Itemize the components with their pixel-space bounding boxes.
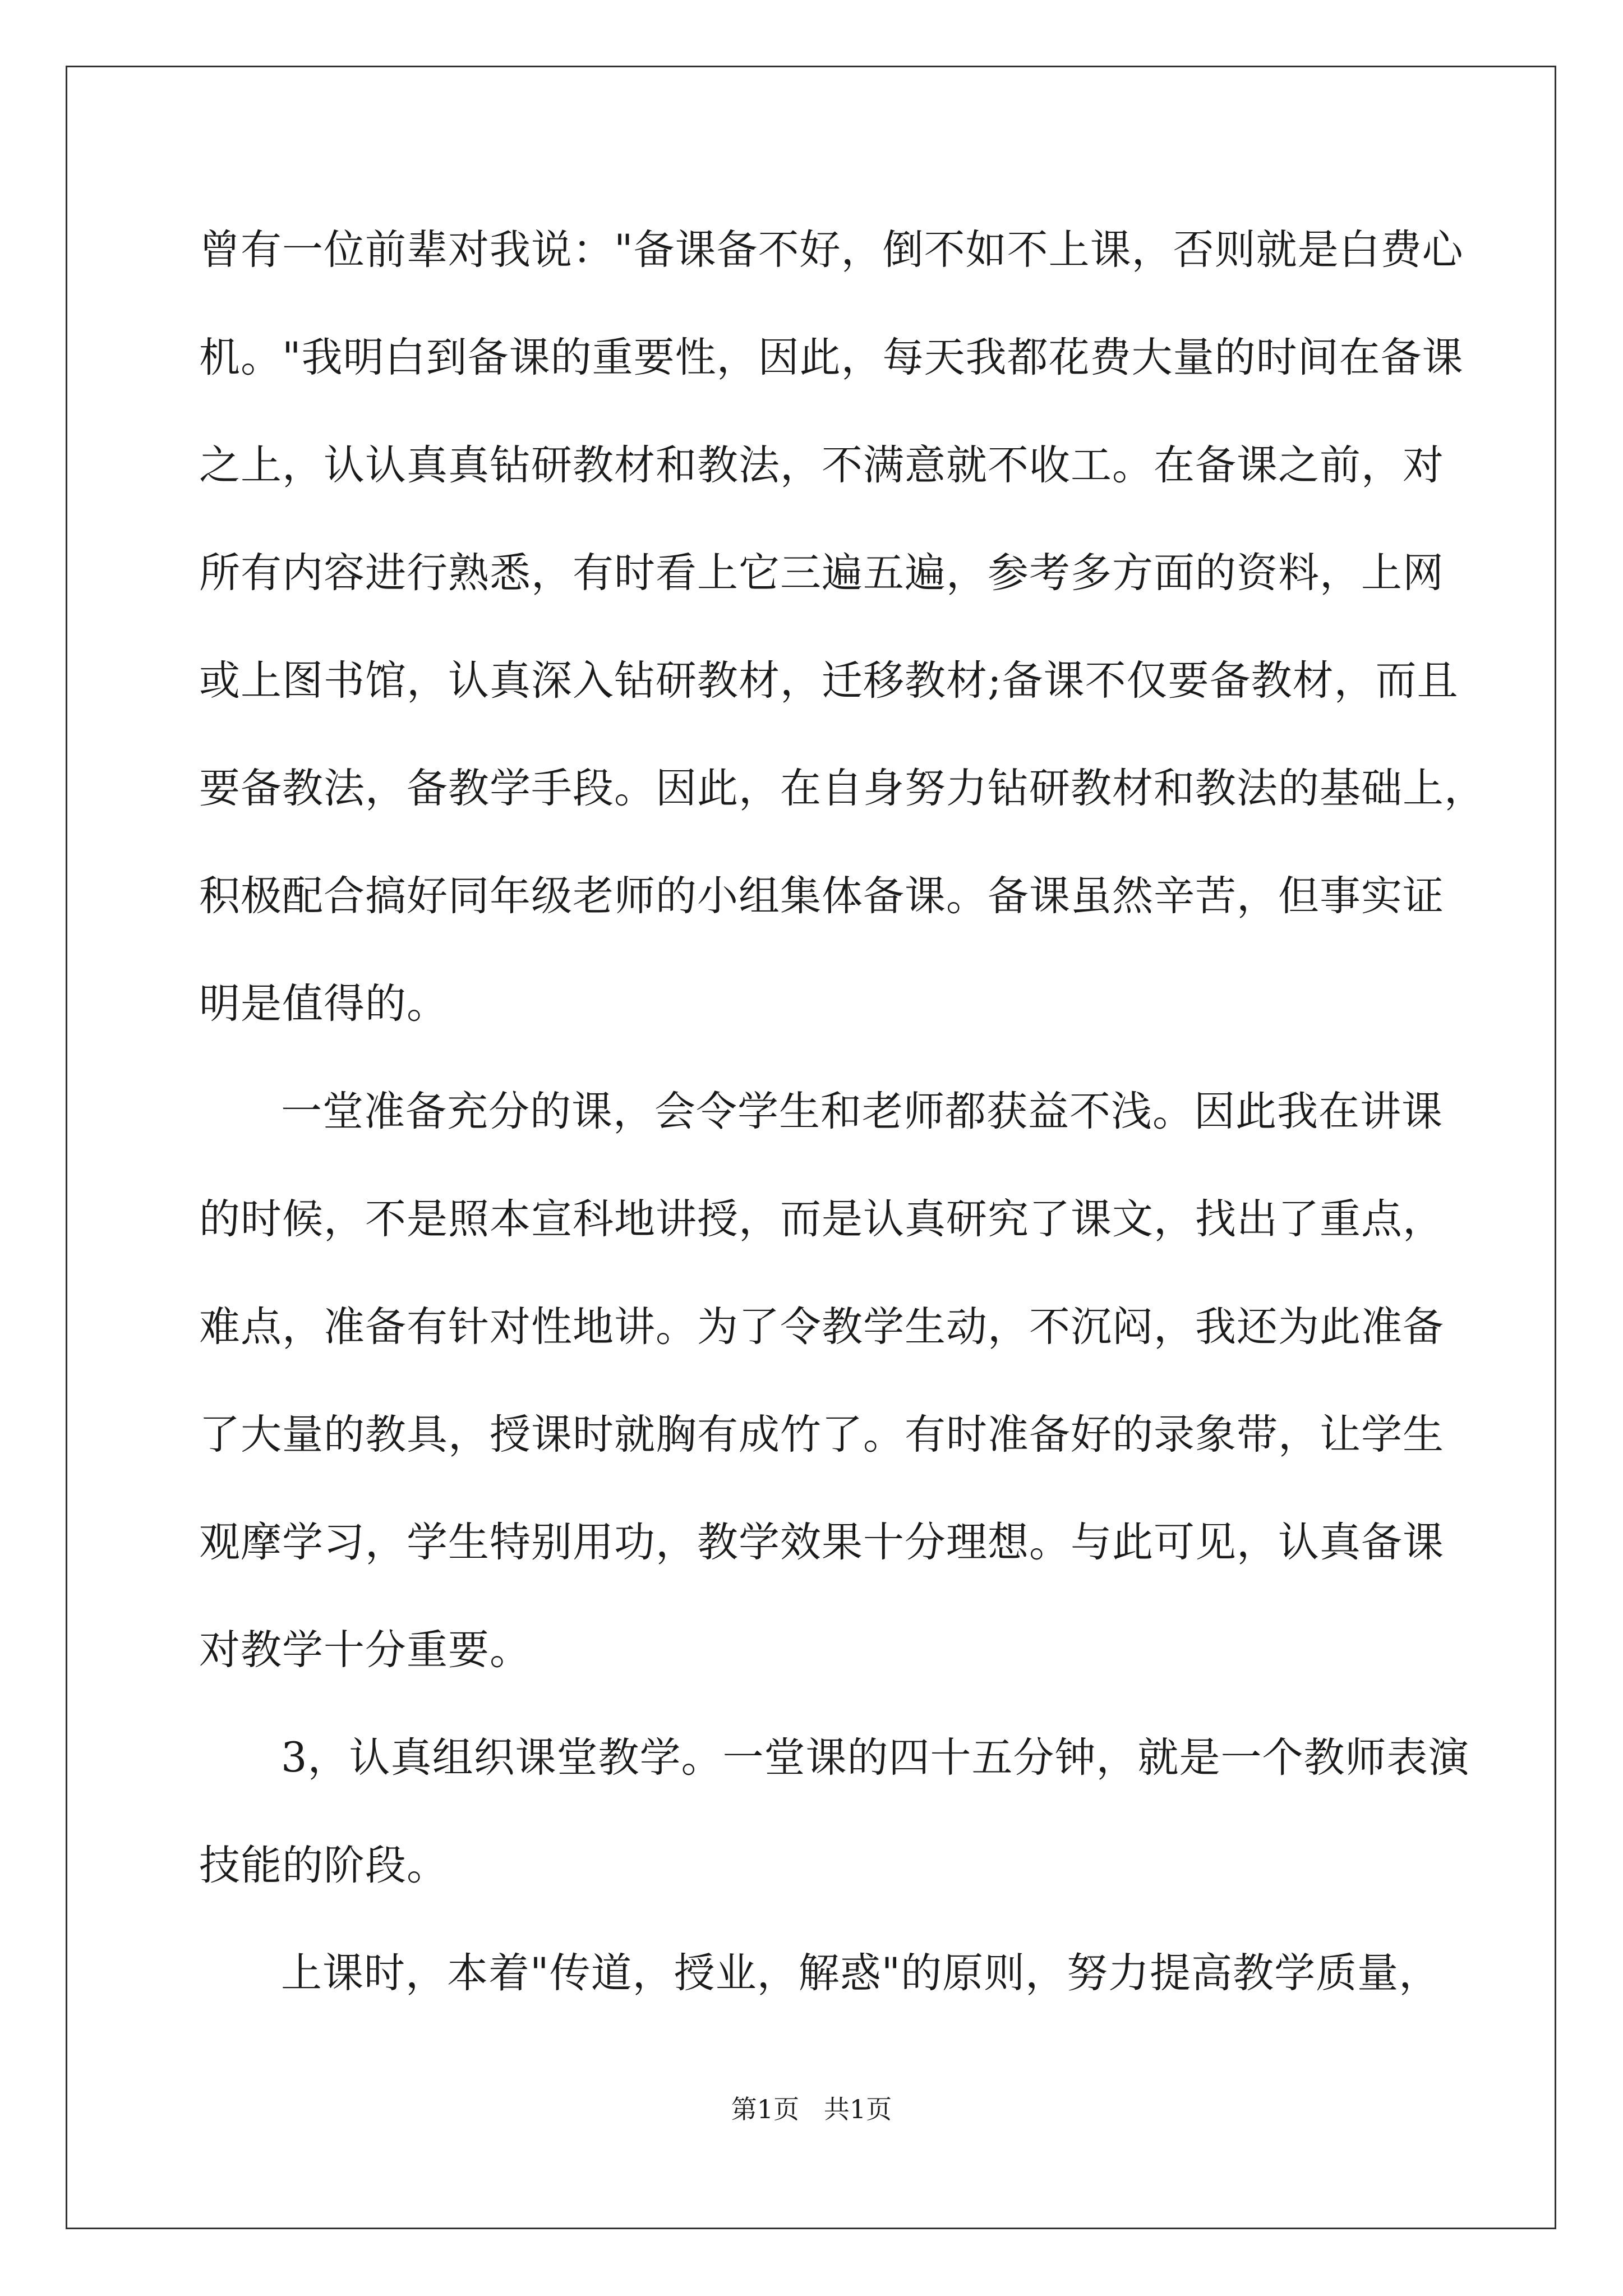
text-line-9: 一堂准备充分的课，会令学生和老师都获益不浅。因此我在讲课 — [281, 1088, 1443, 1135]
text-line-8: 明是值得的。 — [199, 980, 448, 1028]
text-line-17: 上课时，本着"传道，授业，解惑"的原则，努力提高教学质量， — [281, 1949, 1441, 1997]
text-line-16: 技能的阶段。 — [199, 1842, 448, 1889]
text-line-12: 了大量的教具，授课时就胸有成竹了。有时准备好的录象带，让学生 — [199, 1411, 1444, 1458]
text-line-1: 曾有一位前辈对我说："备课备不好，倒不如不上课，否则就是白费心 — [199, 226, 1464, 274]
text-line-5: 或上图书馆，认真深入钻研教材，迁移教材;备课不仅要备教材，而且 — [199, 657, 1459, 705]
document-body — [199, 196, 1486, 2027]
text-line-11: 难点，准备有针对性地讲。为了令教学生动，不沉闷，我还为此准备 — [199, 1303, 1444, 1351]
text-line-6: 要备教法，备教学手段。因此，在自身努力钻研教材和教法的基础上， — [199, 765, 1486, 812]
text-line-4: 所有内容进行熟悉，有时看上它三遍五遍，参考多方面的资料，上网 — [199, 549, 1444, 597]
text-line-2: 机。"我明白到备课的重要性，因此，每天我都花费大量的时间在备课 — [199, 334, 1464, 381]
page-footer: 第1页 共1页 — [731, 2094, 892, 2124]
text-line-10: 的时候，不是照本宣科地讲授，而是认真研究了课文，找出了重点， — [199, 1195, 1444, 1243]
text-line-15: 3，认真组织课堂教学。一堂课的四十五分钟，就是一个教师表演 — [281, 1734, 1470, 1782]
text-line-7: 积极配合搞好同年级老师的小组集体备课。备课虽然辛苦，但事实证 — [199, 872, 1444, 920]
text-line-3: 之上，认认真真钻研教材和教法，不满意就不收工。在备课之前，对 — [199, 441, 1444, 489]
text-line-13: 观摩学习，学生特别用功，教学效果十分理想。与此可见，认真备课 — [199, 1519, 1444, 1566]
text-line-14: 对教学十分重要。 — [199, 1626, 531, 1674]
